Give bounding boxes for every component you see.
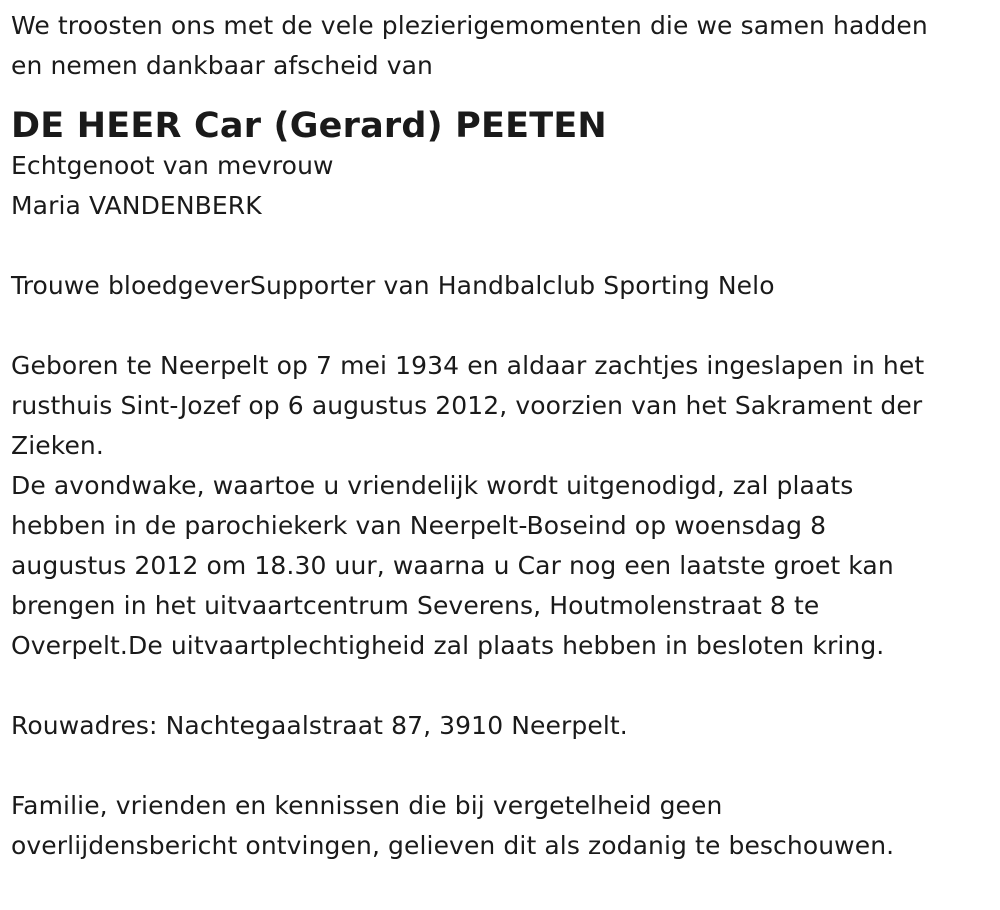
spacer bbox=[11, 226, 996, 266]
details-line: augustus 2012 om 18.30 uur, waarna u Car nog een laatste groet kan bbox=[11, 551, 894, 580]
intro-text bbox=[11, 6, 996, 86]
details-line: rusthuis Sint-Jozef op 6 augustus 2012, voorzien van het Sakrament der bbox=[11, 391, 923, 420]
spouse-text bbox=[11, 146, 996, 226]
details-line: brengen in het uitvaartcentrum Severens, Houtmolenstraat 8 te bbox=[11, 591, 820, 620]
spacer bbox=[11, 306, 996, 346]
deceased-name: DE HEER Car (Gerard) PEETEN bbox=[11, 106, 607, 146]
closing-text bbox=[11, 786, 996, 866]
mourning-address: Rouwadres: Nachtegaalstraat 87, 3910 Neerpelt. bbox=[11, 711, 628, 740]
spacer bbox=[11, 746, 996, 786]
details-line: Overpelt.De uitvaartplechtigheid zal plaats hebben in besloten kring. bbox=[11, 631, 885, 660]
spacer bbox=[11, 666, 996, 706]
details-line: Zieken. bbox=[11, 431, 104, 460]
closing-line: Familie, vrienden en kennissen die bij vergetelheid geen bbox=[11, 791, 723, 820]
intro-line: en nemen dankbaar afscheid van bbox=[11, 51, 434, 80]
intro-line: We troosten ons met de vele plezierigemomenten die we samen hadden bbox=[11, 11, 928, 40]
name-block bbox=[11, 86, 996, 146]
spouse-line: Echtgenoot van mevrouw bbox=[11, 151, 334, 180]
obituary-notice bbox=[11, 6, 996, 866]
details-line: Geboren te Neerpelt op 7 mei 1934 en aldaar zachtjes ingeslapen in het bbox=[11, 351, 925, 380]
spouse-line: Maria VANDENBERK bbox=[11, 191, 262, 220]
closing-line: overlijdensbericht ontvingen, gelieven dit als zodanig te beschouwen. bbox=[11, 831, 895, 860]
details-line: De avondwake, waartoe u vriendelijk wordt uitgenodigd, zal plaats bbox=[11, 471, 854, 500]
roles-text: Trouwe bloedgeverSupporter van Handbalclub Sporting Nelo bbox=[11, 271, 775, 300]
details-line: hebben in de parochiekerk van Neerpelt-Boseind op woensdag 8 bbox=[11, 511, 827, 540]
details-text bbox=[11, 346, 996, 666]
